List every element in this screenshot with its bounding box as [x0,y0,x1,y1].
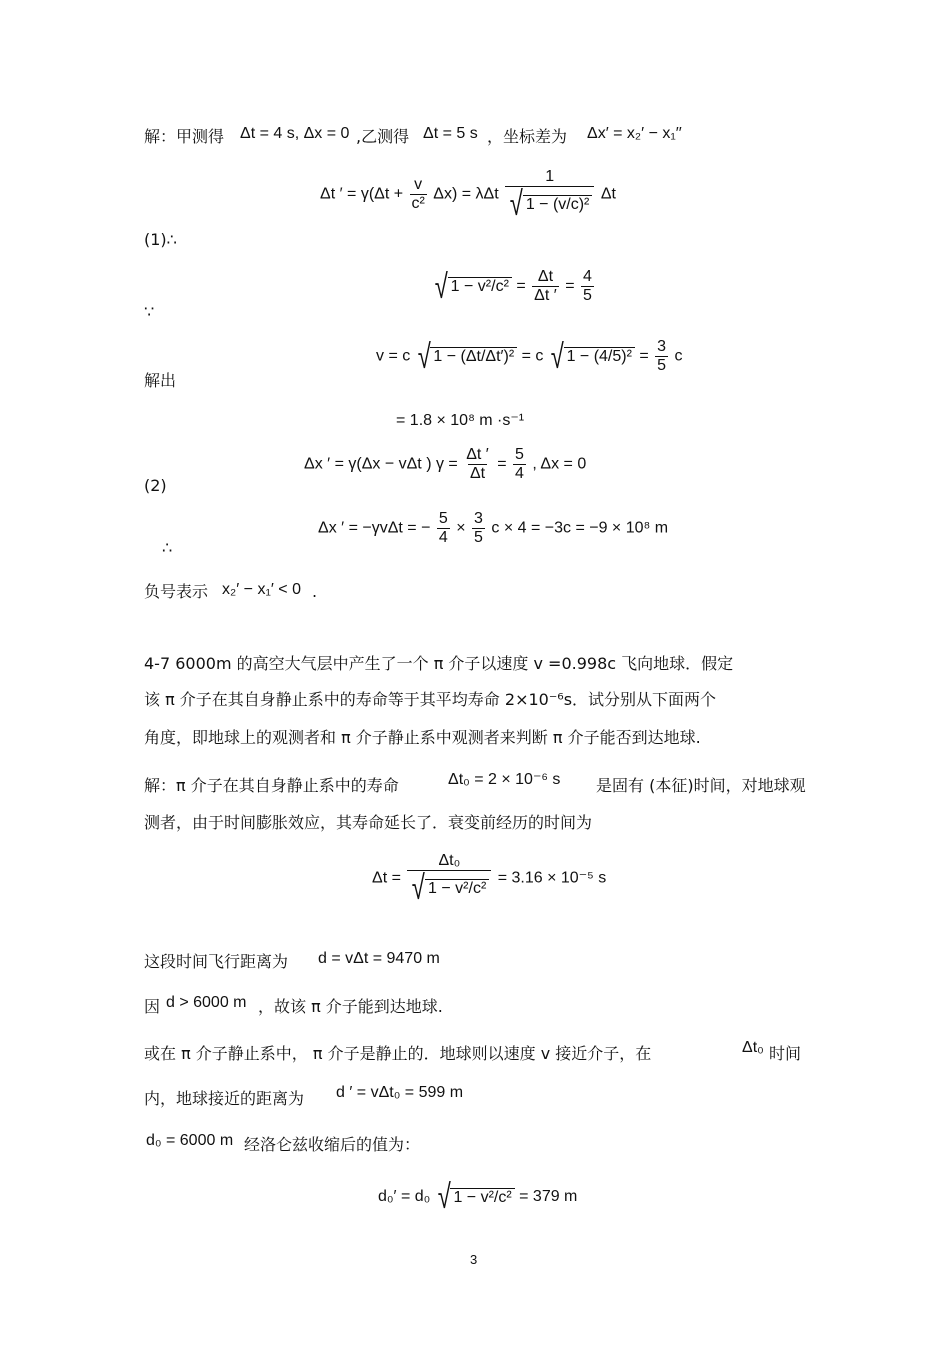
d0-suffix: 经洛仑兹收缩后的值为： [244,1135,421,1154]
eq6-right: c × 4 = −3c = −9 × 10⁸ m [491,519,669,537]
eq2-equals: = [516,277,526,295]
or-line-1: 或在 π 介子静止系中， π 介子是静止的．地球则以速度 v 接近介子，在 [144,1044,652,1063]
eq2-radicand: 1 − v²/c² [448,277,512,296]
eq1-one: 1 [545,168,555,185]
eq5-equals: = [497,455,507,473]
sqrt-sign: √ [417,337,431,376]
eq6-f1-num: 5 [438,510,448,527]
solution2-line1-prefix: 解：π 介子在其自身静止系中的寿命 [144,776,399,795]
eq3-result-num: 3 [657,338,667,355]
eq2-num: Δt [537,268,554,285]
negative-sign-math: x₂′ − x₁′ < 0 [222,581,301,598]
gamma-ratio-equation: √ 1 − v²/c² = $\frac{\Delta t}{\Delta t '}$ = $\frac{4}{5}$ [432,268,596,305]
eq3-radicand1: 1 − (Δt/Δt′)² [430,347,517,366]
solution2-line1-suffix: 是固有 (本征)时间，对地球观 [596,776,806,795]
solution1-line1-mid: ,乙测得 [356,127,410,146]
eq1-mid: Δx) = λΔt [433,185,499,203]
solution1-line1-math3: Δx′ = x₂′ − x₁′′ [587,125,682,142]
problem-line-2: 该 π 介子在其自身静止系中的寿命等于其平均寿命 2×10⁻⁶s．试分别从下面两个 [144,690,717,709]
because-suffix: ，故该 π 介子能到达地球. [258,997,443,1016]
eq6-fraction1 [437,510,450,547]
eq6-f2-den: 5 [474,529,483,546]
td-num: Δt₀ [438,852,461,869]
eq2-result-num: 4 [582,268,592,285]
therefore-symbol: ∴ [162,538,173,557]
length-contraction-equation [378,1180,577,1214]
lc-left: d₀′ = d₀ [378,1188,431,1206]
eq3-left: v = c [376,347,411,365]
td-left: Δt = [372,869,401,887]
sqrt-sign: √ [509,185,524,223]
lorentz-position-equation [304,446,586,483]
eq1-radicand: 1 − (v/c)² [523,195,593,214]
eq1-fraction-num: v [414,176,423,193]
or-line-2-math: d ′ = vΔt₀ = 599 m [336,1084,464,1101]
label-part-1: (1)∴ [144,230,177,249]
td-radicand: 1 − v²/c² [425,879,489,898]
velocity-equation: v = c √ 1 − (Δt/Δt′)² = c √ 1 − (4/5)² = $\frac{3}{5}$ c [376,337,683,376]
solution1-line1-math2: Δt = 5 s [423,125,478,142]
sqrt-sign: √ [434,267,448,306]
solve-label: 解出 [144,371,177,390]
velocity-value: = 1.8 × 10⁸ m ·s⁻¹ [396,412,525,429]
eq5-result-num: 5 [515,446,524,463]
eq1-fraction-gamma [505,168,594,221]
or-line-1-suffix: 时间 [769,1044,802,1063]
eq2-sqrt [432,267,512,306]
eq1-sqrt [505,186,594,221]
eq3-sqrt2 [548,337,635,376]
solution1-line1-math1: Δt = 4 s, Δx = 0 [240,125,350,142]
lc-radicand: 1 − v²/c² [450,1188,514,1207]
or-line-2-prefix: 内，地球接近的距离为 [144,1089,305,1108]
negative-sign-prefix: 负号表示 [144,582,209,601]
td-sqrt [407,870,491,905]
solution2-line2: 测者，由于时间膨胀效应，其寿命延长了．衰变前经历的时间为 [144,813,593,832]
eq6-left: Δx ′ = −γvΔt = − [318,519,431,537]
eq2-result-den: 5 [582,287,592,304]
time-dilation-equation [372,852,606,905]
negative-sign-suffix: . [312,582,318,601]
lc-right: = 379 m [519,1188,578,1206]
eq2-den: Δt ′ [534,287,557,304]
eq3-result-den: 5 [657,357,667,374]
because-symbol: ∵ [144,302,155,321]
eq3-mid: = c [521,347,544,365]
eq3-result [655,338,668,375]
eq5-result [513,446,526,483]
page-number: 3 [470,1252,478,1267]
or-line-1-math: Δt₀ [742,1039,764,1056]
eq1-fraction-den: c² [411,195,425,212]
lorentz-time-equation [320,168,616,221]
eq5-result-den: 4 [515,465,524,482]
label-part-2: (2) [144,476,167,495]
eq5-fraction [464,446,491,483]
proper-time-math: Δt₀ = 2 × 10⁻⁶ s [448,771,561,788]
eq1-fraction-v-c2 [410,176,427,213]
problem-line-3: 角度，即地球上的观测者和 π 介子静止系中观测者来判断 π 介子能否到达地球. [144,728,701,747]
eq2-result [581,268,594,305]
eq3-radicand2: 1 − (4/5)² [564,347,635,366]
eq5-left: Δx ′ = γ(Δx − vΔt ) γ = [304,455,458,473]
distance-math: d = vΔt = 9470 m [318,950,440,967]
eq2-fraction [532,268,559,305]
eq6-f2-num: 3 [474,510,483,527]
distance-prefix: 这段时间飞行距离为 [144,952,289,971]
problem-line-1: 4-7 6000m 的高空大气层中产生了一个 π 介子以速度 v =0.998c 飞向地球．假定 [144,654,734,673]
eq6-fraction2 [472,510,485,547]
eq3-c: c [674,347,683,365]
eq3-sqrt1 [415,337,518,376]
sqrt-sign: √ [437,1178,451,1216]
eq5-right: , Δx = 0 [532,455,587,473]
position-difference-equation [318,510,668,547]
td-right: = 3.16 × 10⁻⁵ s [497,869,607,887]
solution1-line1-suffix: ，坐标差为 [487,127,568,146]
lc-sqrt [435,1180,515,1214]
solution1-line1-prefix: 解：甲测得 [144,127,225,146]
eq5-num: Δt ′ [466,446,489,463]
d0-math: d₀ = 6000 m [146,1132,234,1149]
sqrt-sign: √ [412,869,426,907]
eq6-f1-den: 4 [438,529,448,546]
eq1-right: Δt [600,185,616,203]
because-prefix: 因 [144,997,161,1016]
td-fraction [407,852,491,905]
eq1-left: Δt ′ = γ(Δt + [320,185,404,203]
eq5-den: Δt [469,465,486,482]
eq6-times: × [456,519,466,537]
sqrt-sign: √ [550,337,564,376]
because-math: d > 6000 m [166,994,247,1011]
